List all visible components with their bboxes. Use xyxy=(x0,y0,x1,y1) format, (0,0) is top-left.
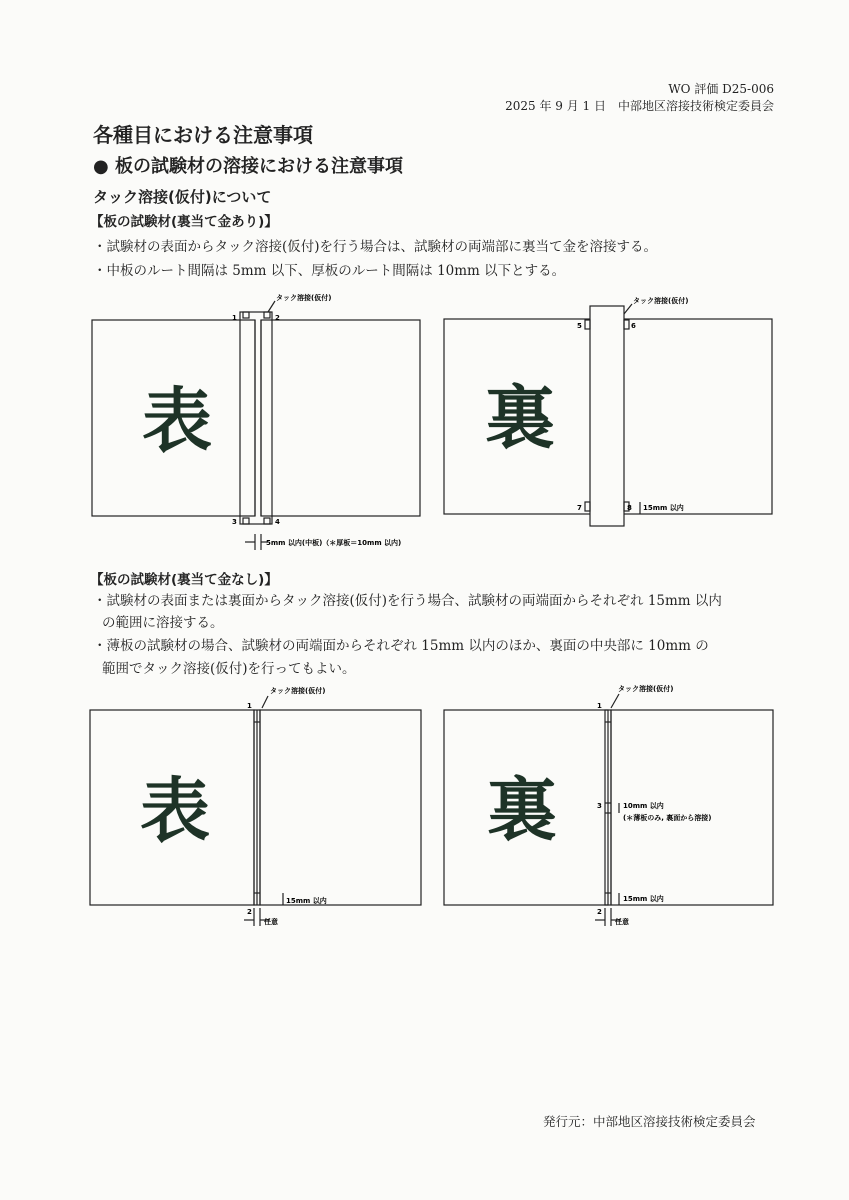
section1-bullet-1: ・試験材の表面からタック溶接(仮付)を行う場合は、試験材の両端部に裏当て金を溶接する。 xyxy=(93,239,658,255)
diagram-back-without-backing xyxy=(435,680,785,930)
tack-point-5: 5 xyxy=(577,322,582,330)
section2-bullet-1-line1: ・試験材の表面または裏面からタック溶接(仮付)を行う場合、試験材の両端面からそれぞれ 15mm 以内 xyxy=(93,593,722,609)
tack-point-3: 3 xyxy=(232,518,237,526)
issue-date-organization: 2025 年 9 月 1 日 中部地区溶接技術検定委員会 xyxy=(505,99,774,113)
distance-15mm-label: 15mm 以内 xyxy=(623,895,664,903)
tack-weld-label: タック溶接(仮付) xyxy=(270,687,326,695)
tack-point-8: 8 xyxy=(627,504,632,512)
tack-point-3: 3 xyxy=(597,802,602,810)
document-id: WO 評価 D25-006 xyxy=(668,82,774,96)
back-label: 裏 xyxy=(485,377,555,459)
arbitrary-label: 任意 xyxy=(264,918,278,926)
tack-point-7: 7 xyxy=(577,504,582,512)
distance-15mm-label: 15mm 以内 xyxy=(643,504,684,512)
tack-point-2: 2 xyxy=(275,314,280,322)
diagram-front-with-backing xyxy=(80,290,430,560)
diagram-back-with-backing xyxy=(435,290,785,540)
tack-weld-label: タック溶接(仮付) xyxy=(633,297,689,305)
publisher-footer: 発行元：中部地区溶接技術検定委員会 xyxy=(543,1114,756,1129)
arbitrary-label: 任意 xyxy=(615,918,629,926)
section2-bullet-2-line2: 範囲でタック溶接(仮付)を行ってもよい。 xyxy=(102,661,356,677)
page-subtitle: ● 板の試験材の溶接における注意事項 xyxy=(93,156,403,177)
tack-point-4: 4 xyxy=(275,518,280,526)
thin-plate-note: (＊薄板のみ, 裏面から溶接) xyxy=(623,814,712,822)
front-label: 表 xyxy=(142,380,212,462)
tack-point-2: 2 xyxy=(597,908,602,916)
tack-point-6: 6 xyxy=(631,322,636,330)
tack-point-1: 1 xyxy=(232,314,237,322)
root-gap-label: 5mm 以内(中板)（＊厚板＝10mm 以内) xyxy=(266,539,402,547)
tack-point-1: 1 xyxy=(247,702,252,710)
section2-bullet-2-line1: ・薄板の試験材の場合、試験材の両端面からそれぞれ 15mm 以内のほか、裏面の中央部に 10mm の xyxy=(93,638,709,654)
tack-point-2: 2 xyxy=(247,908,252,916)
page-title: 各種目における注意事項 xyxy=(93,123,313,147)
tack-point-1: 1 xyxy=(597,702,602,710)
section2-bullet-1-line2: の範囲に溶接する。 xyxy=(102,615,224,631)
section1-bullet-2: ・中板のルート間隔は 5mm 以下、厚板のルート間隔は 10mm 以下とする。 xyxy=(93,263,566,279)
distance-15mm-label: 15mm 以内 xyxy=(286,897,327,905)
diagram-front-without-backing xyxy=(80,680,430,930)
tack-weld-label: タック溶接(仮付) xyxy=(618,685,674,693)
distance-10mm-label: 10mm 以内 xyxy=(623,802,664,810)
section2-heading: 【板の試験材(裏当て金なし)】 xyxy=(90,572,278,588)
front-label: 表 xyxy=(140,770,210,852)
section-title: タック溶接(仮付)について xyxy=(93,188,272,206)
section1-heading: 【板の試験材(裏当て金あり)】 xyxy=(90,214,278,230)
tack-weld-label: タック溶接(仮付) xyxy=(276,294,332,302)
back-label: 裏 xyxy=(487,769,557,851)
